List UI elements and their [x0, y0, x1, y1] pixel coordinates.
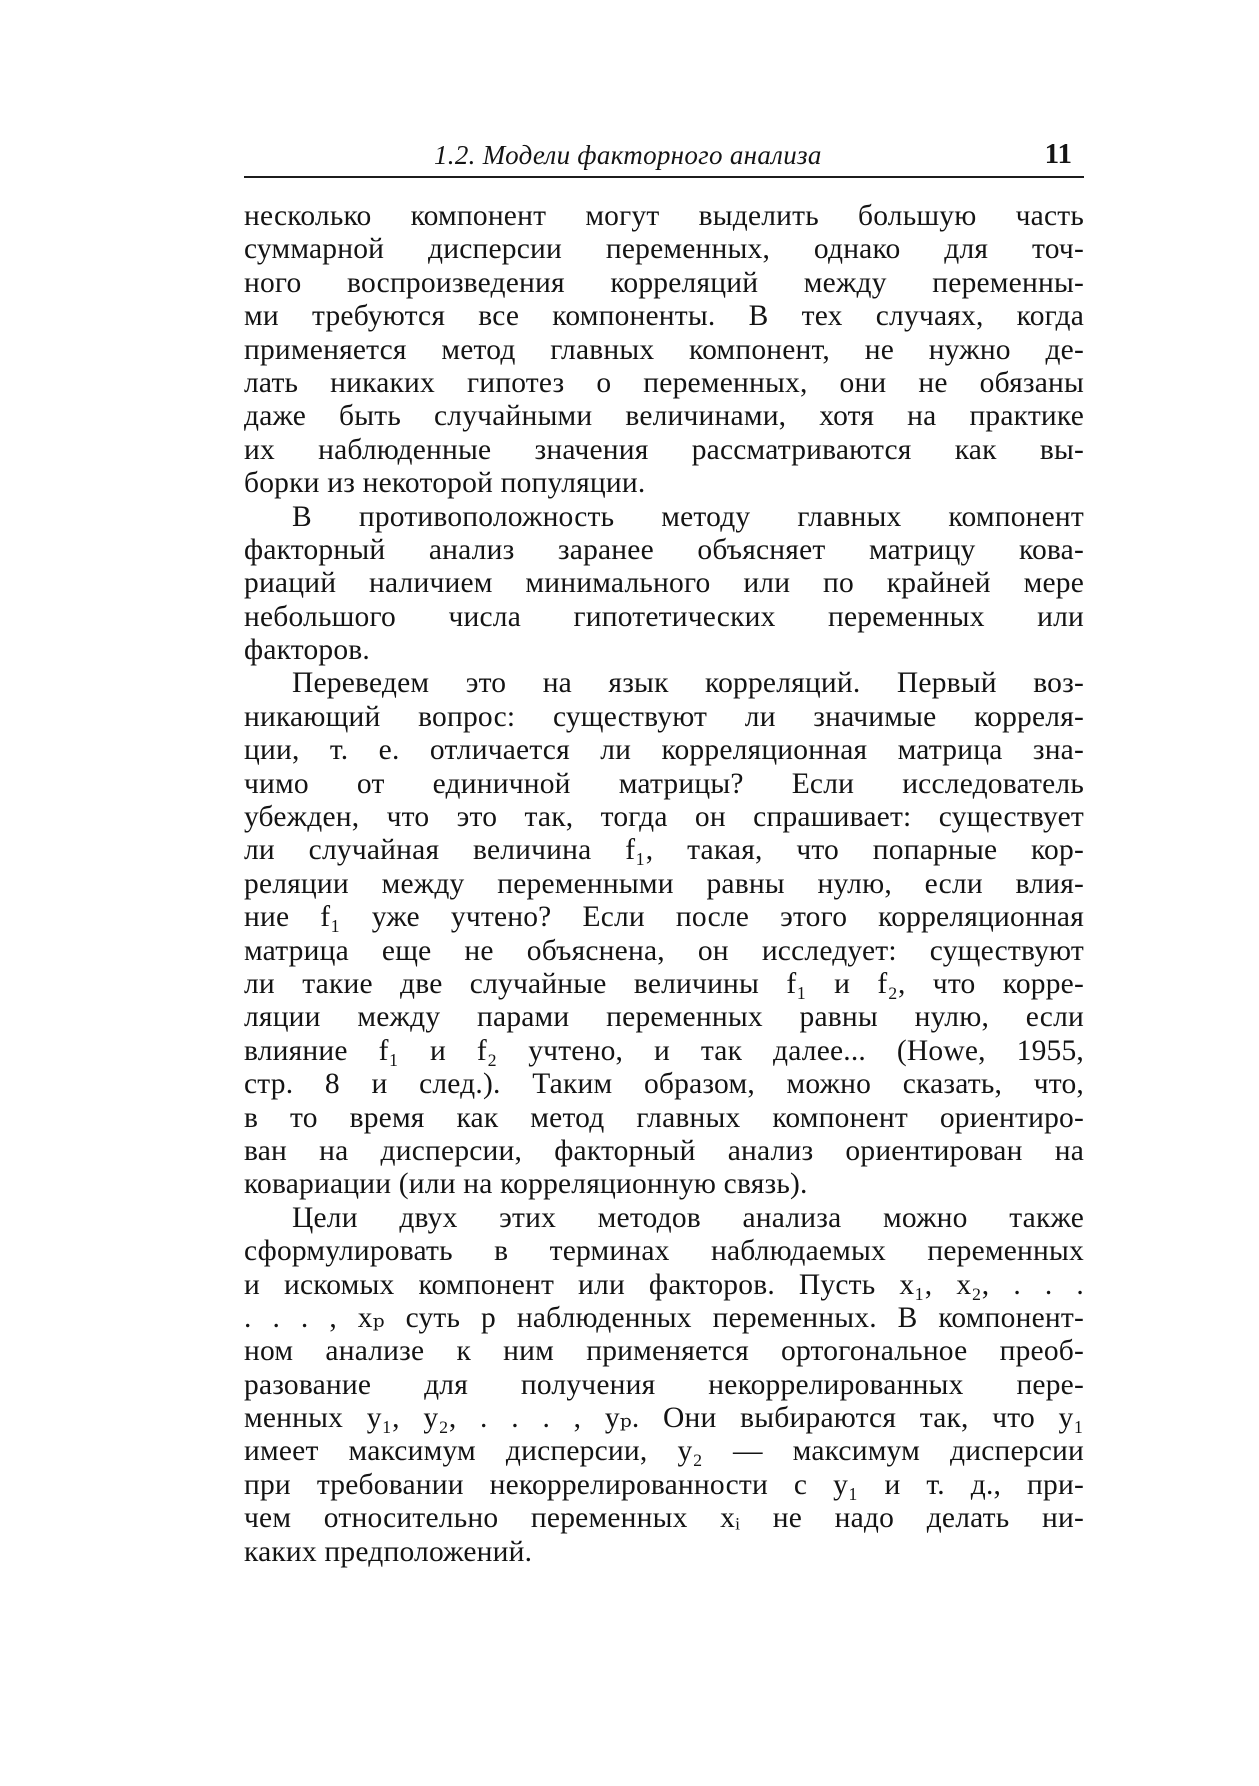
text-line: ции, т. е. отличается ли корреляционная матрица зна- — [244, 734, 1084, 767]
running-head — [244, 140, 1084, 178]
paragraph-4 — [244, 1202, 1084, 1569]
text-line: лать никаких гипотез о переменных, они не обязаны — [244, 366, 1084, 399]
text-line: разование для получения некоррелированных пере- — [244, 1368, 1084, 1401]
paragraph-1 — [244, 200, 1084, 501]
text-line: факторный анализ заранее объясняет матрицу кова- — [244, 533, 1084, 566]
text-line: суммарной дисперсии переменных, однако для точ- — [244, 233, 1084, 266]
text-line: факторов. — [244, 634, 371, 667]
text-line: небольшого числа гипотетических переменных или — [244, 600, 1084, 633]
text-line: чимо от единичной матрицы? Если исследователь — [244, 767, 1084, 800]
text-line: никающий вопрос: существуют ли значимые корреля- — [244, 700, 1084, 733]
text-line: и искомых компонент или факторов. Пусть x₁, x₂, . . . — [244, 1268, 1084, 1301]
book-page — [244, 140, 1084, 1569]
body-text — [244, 200, 1084, 1569]
text-line: несколько компонент могут выделить большую часть — [244, 200, 1084, 232]
paragraph-2 — [244, 501, 1084, 668]
text-line: Переведем это на язык корреляций. Первый воз- — [292, 667, 1084, 700]
text-line: ном анализе к ним применяется ортогональное преоб- — [244, 1335, 1084, 1368]
text-line: ковариации (или на корреляционную связь). — [244, 1168, 808, 1201]
text-line: даже быть случайными величинами, хотя на практике — [244, 400, 1084, 433]
text-line: ние f₁ уже учтено? Если после этого корреляционная — [244, 901, 1084, 934]
text-line: реляции между переменными равны нулю, если влия- — [244, 867, 1084, 900]
text-line: ми требуются все компоненты. В тех случаях, когда — [244, 300, 1084, 333]
text-line: применяется метод главных компонент, не нужно де- — [244, 333, 1084, 366]
text-line: матрица еще не объяснена, он исследует: существуют — [244, 934, 1084, 967]
text-line: . . . , xₚ суть p наблюденных переменных. В компонент- — [244, 1301, 1084, 1334]
text-line: их наблюденные значения рассматриваются как вы- — [244, 433, 1084, 466]
text-line: при требовании некоррелированности с y₁ и т. д., при- — [244, 1468, 1084, 1501]
text-line: борки из некоторой популяции. — [244, 467, 646, 500]
text-line: сформулировать в терминах наблюдаемых переменных — [244, 1235, 1084, 1268]
paragraph-3 — [244, 667, 1084, 1201]
text-line: ли такие две случайные величины f₁ и f₂, что корре- — [244, 967, 1084, 1000]
text-line: ляции между парами переменных равны нулю, если — [244, 1001, 1084, 1034]
text-line: стр. 8 и след.). Таким образом, можно сказать, что, — [244, 1068, 1084, 1101]
text-line: имеет максимум дисперсии, y₂ — максимум дисперсии — [244, 1435, 1084, 1468]
text-line: ли случайная величина f₁, такая, что попарные кор- — [244, 834, 1084, 867]
text-line: ного воспроизведения корреляций между переменны- — [244, 266, 1084, 299]
page-number: 11 — [1044, 138, 1072, 170]
text-line: в то время как метод главных компонент ориентиро- — [244, 1101, 1084, 1134]
text-line: каких предположений. — [244, 1535, 533, 1568]
running-title: 1.2. Модели факторного анализа — [434, 140, 822, 170]
text-line: ван на дисперсии, факторный анализ ориентирован на — [244, 1134, 1084, 1167]
text-line: убежден, что это так, тогда он спрашивает: существует — [244, 801, 1084, 834]
text-line: В противоположность методу главных компонент — [292, 500, 1084, 533]
text-line: чем относительно переменных xᵢ не надо делать ни- — [244, 1502, 1084, 1535]
text-line: Цели двух этих методов анализа можно также — [292, 1201, 1084, 1234]
text-line: риаций наличием минимального или по крайней мере — [244, 567, 1084, 600]
text-line: влияние f₁ и f₂ учтено, и так далее... (Howe, 1955, — [244, 1034, 1084, 1067]
text-line: менных y₁, y₂, . . . , yₚ. Они выбираются так, что y₁ — [244, 1402, 1084, 1435]
